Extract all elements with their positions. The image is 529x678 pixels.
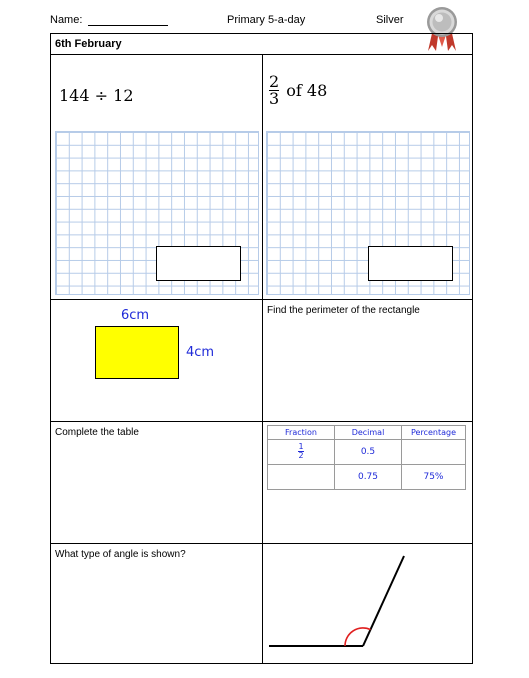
table-header: Fraction [268, 426, 335, 440]
angle-arm-line [363, 556, 404, 646]
table-row [268, 440, 466, 465]
table-header: Decimal [335, 426, 402, 440]
q1-divisor: 12 [113, 86, 134, 105]
q5-prompt: What type of angle is shown? [55, 549, 186, 560]
q2-rest: of 48 [286, 81, 328, 100]
q2-answer-box[interactable] [368, 246, 453, 281]
table-cell-decimal: 0.75 [335, 465, 402, 490]
name-label: Name: [50, 14, 83, 26]
table-cell-decimal: 0.5 [335, 440, 402, 465]
table-cell-answer[interactable] [268, 465, 335, 490]
table-cell-fraction [268, 440, 335, 465]
table-header: Percentage [402, 426, 466, 440]
fraction-table [267, 425, 466, 490]
table-cell-answer[interactable] [402, 440, 466, 465]
q1-question [59, 86, 134, 105]
level-label: Silver [376, 14, 404, 26]
q2-denominator: 3 [269, 89, 280, 108]
worksheet-date: 6th February [55, 38, 122, 50]
yellow-rectangle [95, 326, 179, 379]
fraction-denominator: 2 [298, 450, 304, 460]
table-header-row [268, 426, 466, 440]
rect-width-label: 6cm [121, 308, 150, 323]
q2-numerator: 2 [269, 72, 280, 91]
fraction-numerator: 1 [298, 441, 304, 451]
angle-diagram [262, 545, 472, 660]
q1-answer-box[interactable] [156, 246, 241, 281]
rect-height-label: 4cm [186, 345, 215, 360]
q2-question [269, 74, 327, 107]
q2-fraction [269, 74, 279, 107]
table-row [268, 465, 466, 490]
q1-divide-sign: ÷ [94, 86, 109, 105]
q4-prompt: Complete the table [55, 427, 139, 438]
q1-dividend: 144 [59, 86, 90, 105]
half-fraction [298, 443, 303, 460]
name-answer-line[interactable] [88, 25, 168, 26]
q3-prompt: Find the perimeter of the rectangle [267, 305, 420, 316]
table-cell-percentage: 75% [402, 465, 466, 490]
worksheet-title: Primary 5-a-day [227, 14, 306, 26]
